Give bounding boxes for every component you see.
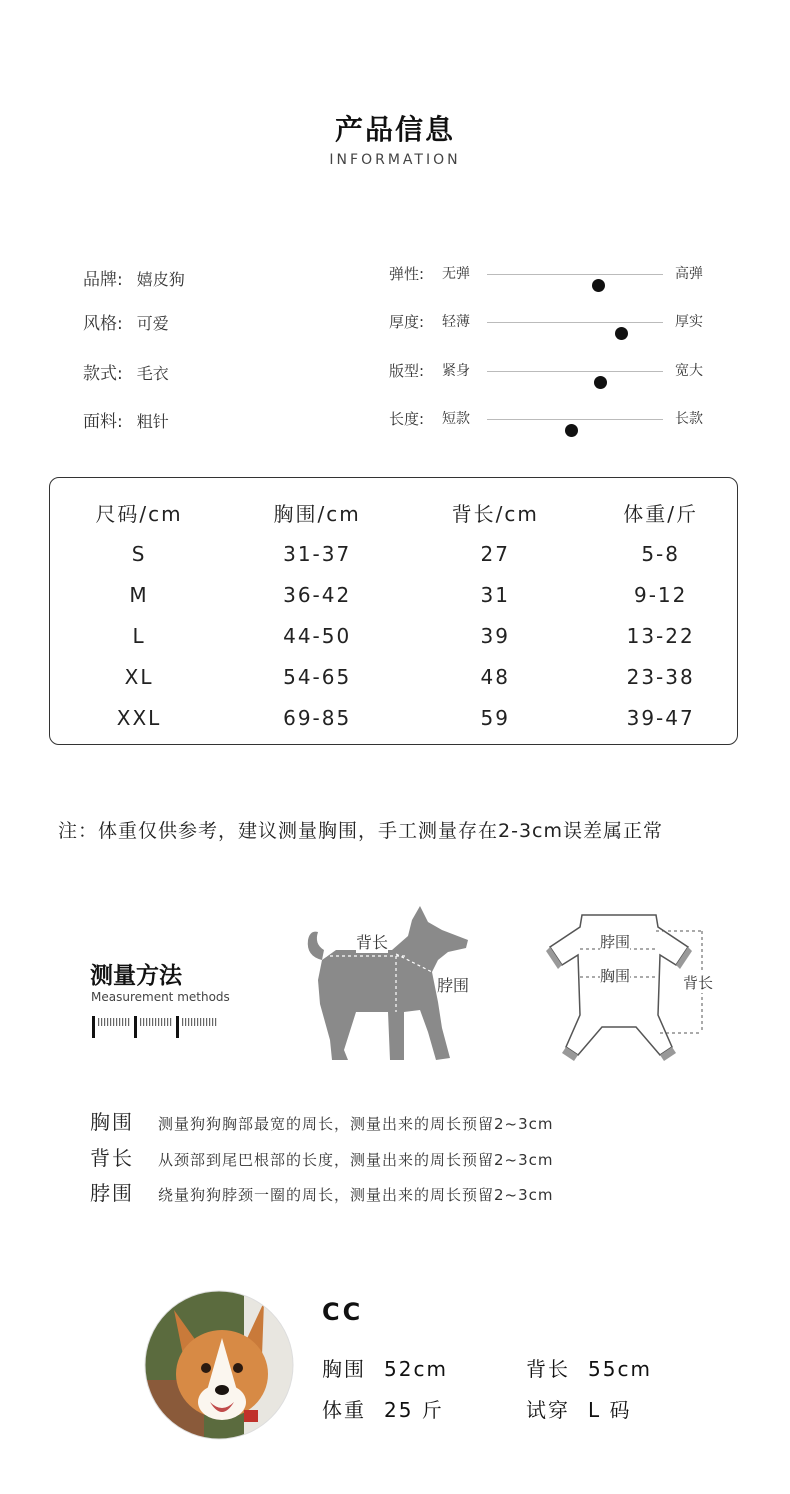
- table-cell: 31-37: [283, 541, 352, 566]
- table-cell: 39: [480, 623, 510, 648]
- model-back-label: 背长: [526, 1357, 570, 1381]
- slider-min-label: 无弹: [442, 266, 470, 282]
- slider-track: [487, 419, 663, 420]
- table-cell: 59: [480, 705, 510, 730]
- table-cell: XL: [124, 664, 154, 689]
- slider-min-label: 短款: [442, 411, 470, 427]
- ruler-icon: [90, 1014, 220, 1040]
- table-cell: 9-12: [633, 582, 688, 607]
- definition-term: 背长: [90, 1146, 134, 1170]
- column-header: 背长/cm: [451, 502, 539, 526]
- model-chest: [322, 1353, 448, 1382]
- table-cell: 39-47: [626, 705, 695, 730]
- slider-max-label: 高弹: [675, 266, 703, 282]
- slider-fit: [389, 360, 719, 382]
- model-weight-label: 体重: [322, 1398, 366, 1422]
- attr-label: 款式:: [83, 364, 123, 384]
- definition-neck: [90, 1177, 554, 1206]
- definition-desc: 测量狗狗胸部最宽的周长，测量出来的周长预留2~3cm: [158, 1115, 554, 1133]
- table-cell: 54-65: [283, 664, 352, 689]
- garment-neck-label: 脖围: [600, 933, 631, 951]
- table-cell: 23-38: [626, 664, 695, 689]
- model-size: [526, 1394, 632, 1423]
- attr-value: 可爱: [136, 314, 169, 333]
- model-chest-value: 52cm: [384, 1357, 448, 1381]
- slider-label: 版型:: [389, 362, 425, 380]
- slider-dot: [594, 376, 607, 389]
- definition-desc: 从颈部到尾巴根部的长度，测量出来的周长预留2~3cm: [158, 1151, 554, 1169]
- column-header: 胸围/cm: [273, 502, 361, 526]
- model-back-value: 55cm: [588, 1357, 652, 1381]
- table-cell: 13-22: [626, 623, 695, 648]
- slider-dot: [565, 424, 578, 437]
- slider-length: [389, 408, 719, 430]
- slider-elasticity: [389, 263, 719, 285]
- garment-chest-label: 胸围: [600, 967, 631, 985]
- table-cell: 5-8: [641, 541, 680, 566]
- attr-value: 粗针: [136, 412, 169, 431]
- table-row: [50, 697, 737, 738]
- table-cell: M: [129, 582, 149, 607]
- page-title: 产品信息: [334, 113, 455, 146]
- definition-chest: [90, 1106, 554, 1135]
- table-cell: S: [131, 541, 147, 566]
- dog-chest-label: 胸围: [356, 1020, 389, 1039]
- slider-dot: [615, 327, 628, 340]
- slider-min-label: 轻薄: [442, 314, 470, 330]
- slider-min-label: 紧身: [442, 363, 470, 379]
- table-cell: 48: [480, 664, 510, 689]
- attr-label: 面料:: [83, 412, 123, 432]
- dog-back-label: 背长: [356, 930, 388, 953]
- table-cell: L: [132, 623, 146, 648]
- model-dog-avatar: [144, 1290, 294, 1440]
- model-size-value: L 码: [588, 1398, 632, 1422]
- slider-track: [487, 274, 663, 275]
- model-back: [526, 1353, 652, 1382]
- model-weight-value: 25 斤: [384, 1398, 444, 1422]
- model-name: CC: [322, 1298, 364, 1326]
- weight-note: 注：体重仅供参考，建议测量胸围，手工测量存在2-3cm误差属正常: [58, 820, 663, 842]
- table-cell: XXL: [116, 705, 162, 730]
- table-row: [50, 656, 737, 697]
- table-row: [50, 533, 737, 574]
- table-cell: 69-85: [283, 705, 352, 730]
- slider-thickness: [389, 311, 719, 333]
- table-cell: 36-42: [283, 582, 352, 607]
- attr-type: [83, 359, 169, 384]
- attr-value: 毛衣: [136, 364, 169, 383]
- attr-label: 品牌:: [83, 270, 123, 290]
- model-size-label: 试穿: [526, 1398, 570, 1422]
- page-subtitle: INFORMATION: [329, 152, 461, 168]
- model-chest-label: 胸围: [322, 1357, 366, 1381]
- measure-subtitle: Measurement methods: [91, 990, 230, 1004]
- slider-max-label: 长款: [675, 411, 703, 427]
- table-cell: 44-50: [283, 623, 352, 648]
- slider-max-label: 厚实: [675, 314, 703, 330]
- size-chart: [49, 477, 738, 745]
- table-cell: 31: [480, 582, 510, 607]
- model-weight: [322, 1394, 444, 1423]
- attr-style: [83, 309, 169, 334]
- definition-desc: 绕量狗狗脖颈一圈的周长，测量出来的周长预留2~3cm: [158, 1186, 554, 1204]
- garment-back-label: 背长: [683, 974, 714, 992]
- column-header: 体重/斤: [623, 502, 699, 526]
- table-row: [50, 615, 737, 656]
- slider-track: [487, 371, 663, 372]
- table-cell: 27: [480, 541, 510, 566]
- attr-label: 风格:: [83, 314, 123, 334]
- attr-fabric: [83, 407, 169, 432]
- attr-value: 嬉皮狗: [136, 270, 185, 289]
- table-header-row: [50, 492, 737, 533]
- slider-max-label: 宽大: [675, 363, 703, 379]
- definition-term: 胸围: [90, 1110, 134, 1134]
- dog-neck-label: 脖围: [437, 973, 469, 996]
- table-row: [50, 574, 737, 615]
- measure-title: 测量方法: [90, 963, 182, 989]
- size-table: [50, 492, 737, 738]
- slider-label: 弹性:: [389, 265, 425, 283]
- definition-back: [90, 1142, 554, 1171]
- slider-track: [487, 322, 663, 323]
- column-header: 尺码/cm: [95, 502, 183, 526]
- slider-label: 厚度:: [389, 313, 425, 331]
- slider-label: 长度:: [389, 410, 425, 428]
- attr-brand: [83, 265, 185, 290]
- definition-term: 脖围: [90, 1181, 134, 1205]
- slider-dot: [592, 279, 605, 292]
